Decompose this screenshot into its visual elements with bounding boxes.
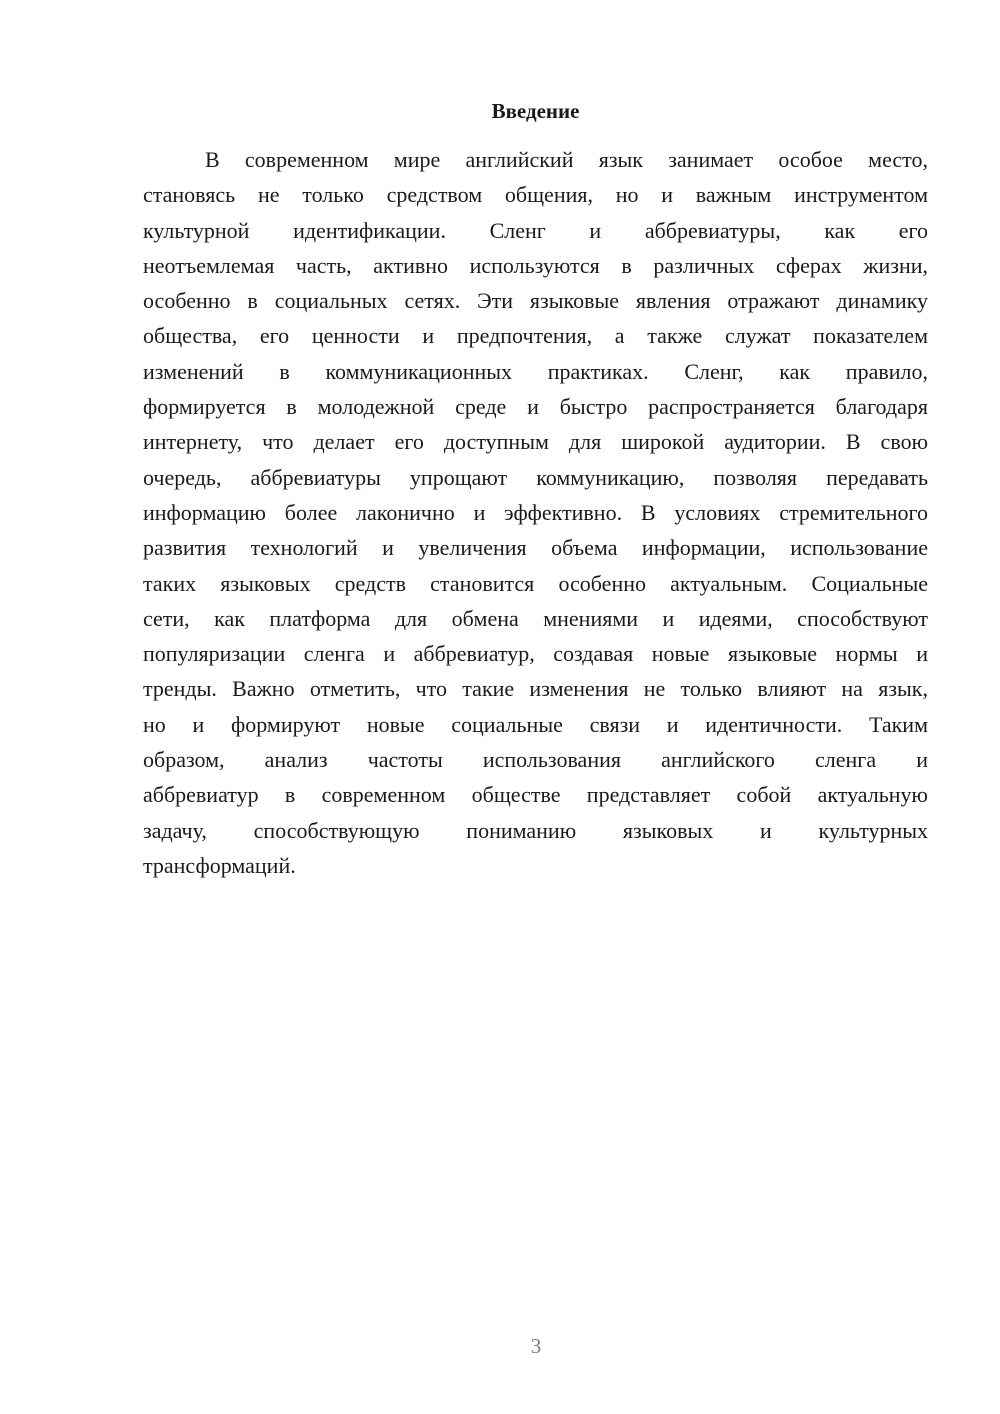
paragraph-line: аббревиатур в современном обществе представляет собой актуальную [143, 782, 928, 808]
paragraph-line: формируется в молодежной среде и быстро распространяется благодаря [143, 394, 928, 420]
introduction-paragraph [143, 142, 928, 883]
paragraph-line: очередь, аббревиатуры упрощают коммуникацию, позволяя передавать [143, 464, 928, 490]
page-title: Введение [491, 99, 580, 123]
paragraph-line: задачу, способствующую пониманию языковых и культурных [143, 817, 928, 843]
paragraph-line: сети, как платформа для обмена мнениями и идеями, способствуют [143, 605, 928, 631]
paragraph-line: развития технологий и увеличения объема информации, использование [143, 535, 928, 561]
paragraph-line: информацию более лаконично и эффективно. В условиях стремительного [143, 499, 928, 525]
paragraph-line: но и формируют новые социальные связи и идентичности. Таким [143, 711, 928, 737]
paragraph-line: изменений в коммуникационных практиках. Сленг, как правило, [143, 358, 928, 384]
paragraph-line: неотъемлемая часть, активно используются в различных сферах жизни, [143, 252, 928, 278]
paragraph-line: образом, анализ частоты использования английского сленга и [143, 747, 928, 773]
paragraph-line: становясь не только средством общения, но и важным инструментом [143, 182, 928, 208]
paragraph-line: интернету, что делает его доступным для широкой аудитории. В свою [143, 429, 928, 455]
paragraph-line: В современном мире английский язык занимает особое место, [205, 147, 928, 172]
paragraph-line: популяризации сленга и аббревиатур, создавая новые языковые нормы и [143, 641, 928, 667]
paragraph-line: таких языковых средств становится особенно актуальным. Социальные [143, 570, 928, 596]
paragraph-line: особенно в социальных сетях. Эти языковые явления отражают динамику [143, 288, 928, 314]
body-text [143, 142, 928, 883]
page-number: 3 [530, 1334, 542, 1358]
paragraph-line: трансформаций. [143, 852, 296, 878]
paragraph-line: культурной идентификации. Сленг и аббревиатуры, как его [143, 217, 928, 243]
paragraph-line: тренды. Важно отметить, что такие изменения не только влияют на язык, [143, 676, 928, 702]
paragraph-line: общества, его ценности и предпочтения, а также служат показателем [143, 323, 928, 349]
